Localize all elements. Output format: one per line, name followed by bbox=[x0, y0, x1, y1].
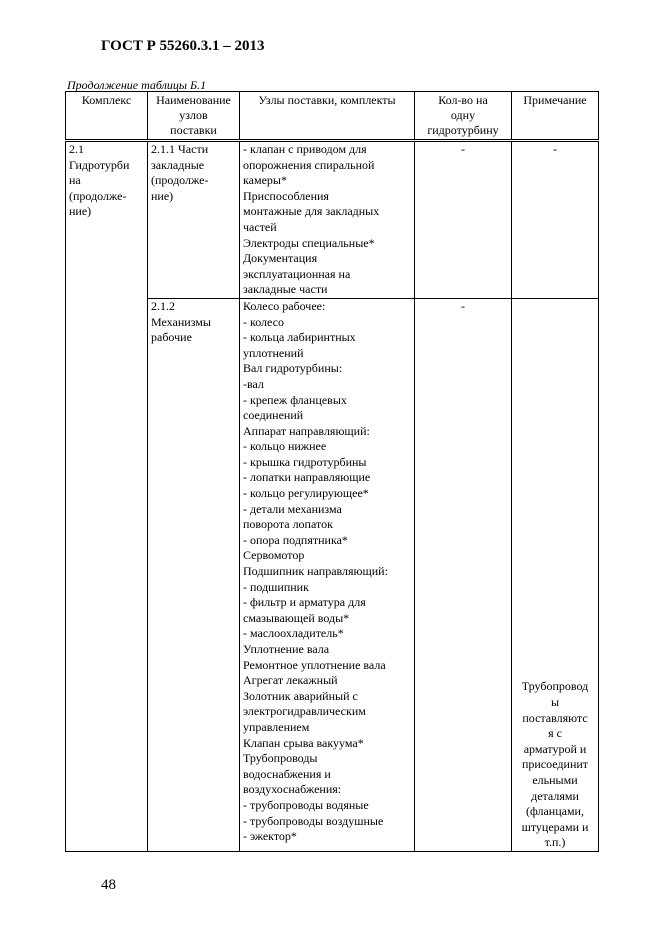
line-item: - трубопроводы воздушные bbox=[243, 813, 384, 828]
line-item: - подшипник bbox=[243, 579, 309, 594]
line-item: Документация bbox=[243, 251, 318, 266]
header-delivery-units: Узлы поставки, комплекты bbox=[240, 92, 415, 141]
line-item: - кольцо регулирующее* bbox=[243, 486, 369, 501]
line-item: Уплотнение вала bbox=[243, 642, 330, 656]
line-item: соединений bbox=[243, 408, 304, 423]
line-item: камеры* bbox=[243, 173, 287, 188]
unit-name-cell: 2.1.1 Части закладные (продолже- ние) bbox=[148, 141, 240, 299]
delivery-items-cell bbox=[240, 298, 415, 851]
document-header: ГОСТ Р 55260.3.1 – 2013 bbox=[101, 38, 265, 54]
line-item: водоснабжения и bbox=[243, 766, 331, 781]
header-complex: Комплекс bbox=[66, 92, 148, 141]
line-item: монтажные для закладных bbox=[243, 204, 380, 219]
line-item: - кольцо нижнее bbox=[243, 439, 327, 454]
line-item: деталями bbox=[531, 788, 579, 803]
line-item: - колесо bbox=[243, 314, 284, 329]
line-item: Ремонтное уплотнение вала bbox=[243, 657, 386, 672]
line-item: Агрегат лекажный bbox=[243, 673, 338, 688]
line-item: уплотнений bbox=[243, 345, 304, 360]
line-item: Аппарат направляющий: bbox=[243, 423, 370, 438]
line-item: - кольца лабиринтных bbox=[243, 330, 356, 345]
line-item: закладные части bbox=[243, 282, 328, 297]
line-item: электрогидравлическим bbox=[243, 704, 366, 719]
complex-cell: 2.1 Гидротурби на (продолже- ние) bbox=[66, 141, 148, 852]
line-item: - трубопроводы водяные bbox=[243, 797, 369, 812]
line-item: Клапан срыва вакуума* bbox=[243, 735, 364, 750]
line-item: управлением bbox=[243, 719, 310, 734]
unit-name-cell: 2.1.2 Механизмы рабочие bbox=[148, 298, 240, 851]
header-note: Примечание bbox=[512, 92, 599, 141]
specification-table bbox=[65, 91, 599, 852]
table-caption: Продолжение таблицы Б.1 bbox=[67, 78, 207, 92]
line-item: Сервомотор bbox=[243, 548, 305, 563]
line-item: - крепеж фланцевых bbox=[243, 392, 347, 407]
line-item: - фильтр и арматура для bbox=[243, 595, 366, 610]
line-item: эксплуатационная на bbox=[243, 266, 351, 281]
delivery-items-cell bbox=[240, 141, 415, 299]
line-item: штуцерами и bbox=[521, 819, 589, 834]
line-item: опорожнения спиральной bbox=[243, 157, 375, 172]
line-item: ельными bbox=[532, 772, 578, 787]
line-item: - опора подпятника* bbox=[243, 532, 348, 547]
line-item: Золотник аварийный с bbox=[243, 688, 358, 703]
line-item: частей bbox=[243, 219, 277, 234]
line-item: присоединит bbox=[521, 757, 589, 772]
line-item: - маслоохладитель* bbox=[243, 626, 344, 641]
line-item: (фланцами, bbox=[526, 804, 584, 819]
note-cell: - bbox=[512, 141, 599, 299]
page-number: 48 bbox=[101, 877, 116, 893]
line-item: смазывающей воды* bbox=[243, 610, 350, 625]
table-header-row bbox=[66, 92, 599, 141]
quantity-cell: - bbox=[415, 298, 512, 851]
line-item: поставляютс bbox=[522, 710, 588, 725]
line-item: - клапан с приводом для bbox=[243, 142, 367, 156]
line-item: ы bbox=[550, 695, 560, 709]
line-item: Трубопроводы bbox=[243, 751, 318, 766]
line-item: -вал bbox=[243, 376, 264, 391]
line-item: Подшипник направляющий: bbox=[243, 564, 388, 579]
line-item: - детали механизма bbox=[243, 501, 342, 516]
line-item: т.п.) bbox=[544, 835, 566, 850]
line-item: арматурой и bbox=[523, 741, 587, 756]
note-cell bbox=[512, 298, 599, 851]
line-item: - эжектор* bbox=[243, 829, 297, 844]
line-item: Вал гидротурбины: bbox=[243, 361, 343, 376]
table-row bbox=[66, 141, 599, 299]
line-item: я с bbox=[548, 726, 562, 741]
line-item: поворота лопаток bbox=[243, 517, 333, 532]
line-item: - лопатки направляющие bbox=[243, 470, 371, 485]
line-item: Электроды специальные* bbox=[243, 235, 375, 250]
line-item: Трубопровод bbox=[521, 679, 589, 694]
line-item: Колесо рабочее: bbox=[243, 298, 326, 313]
header-unit-name: Наименование узлов поставки bbox=[148, 92, 240, 141]
line-item: - крышка гидротурбины bbox=[243, 454, 367, 469]
header-quantity: Кол-во на одну гидротурбину bbox=[415, 92, 512, 141]
line-item: Приспособления bbox=[243, 188, 329, 203]
quantity-cell: - bbox=[415, 141, 512, 299]
line-item: воздухоснабжения: bbox=[243, 782, 342, 797]
